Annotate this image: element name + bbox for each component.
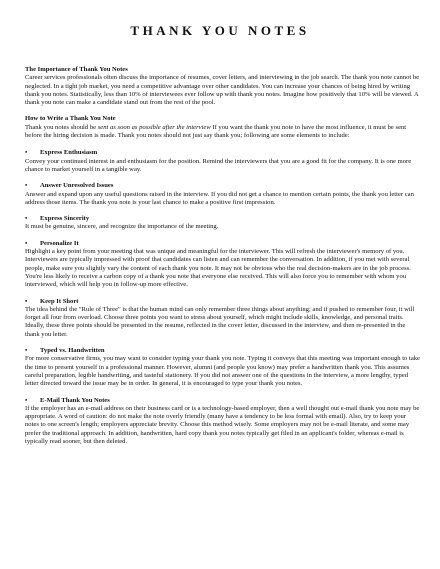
tip-block: [25, 298, 420, 339]
tip-heading: E-Mail Thank You Notes: [40, 396, 110, 404]
bullet-icon: •: [25, 182, 28, 190]
tip-body: The idea behind the "Rule of Three" is that the human mind can only remember three things about anything; and if pushed to remember four, it will forget all four from overload. Choose three points you want to stress about yourself, which might include skills, knowledge, and personal traits. Ideally, these three points should be presented in the resume, reflected in the cover letter, discussed in the interview, and then re-presented in the thank you letter.: [25, 305, 415, 338]
page-title: THANK YOU NOTES: [130, 23, 310, 38]
how-to-text-start: Thank you notes should be: [25, 123, 97, 131]
bullet-icon: •: [25, 297, 28, 305]
tip-body: It must be genuine, sincere, and recognize the importance of the meeting.: [25, 223, 219, 231]
tip-block: [25, 347, 420, 388]
tip-heading: Personalize It: [40, 239, 79, 247]
how-to-paragraph: [25, 124, 420, 141]
document-body: [25, 66, 420, 446]
tip-block: [25, 215, 420, 232]
tip-block: [25, 149, 420, 174]
tip-block: [25, 182, 420, 207]
how-to-heading: How to Write a Thank You Note: [25, 115, 116, 123]
tip-body: If the employer has an e-mail address on their business card or is a technology-based employer, then a well thought out e-mail thank you note may be appropriate. A word of caution: do not make the note overly friendly (many have a tendency to be less formal with email). Also, try to keep your notes to one screen's length; employers appreciate brevity. Choose this method wisely. Some employers may not be e-mail literate, and some may prefer the traditional approach. In addition, handwritten, hard copy thank you notes typically get filed in an applicant's folder, whereas e-mail is typically read sooner, but then deleted.: [25, 404, 420, 445]
bullet-icon: •: [25, 239, 28, 247]
tip-block: [25, 240, 420, 290]
tip-body: Answer and expand upon any useful questions raised in the interview. If you did not get a chance to mention certain points, the thank you letter can address those items. The thank you note is your last chance to make a positive first impression.: [25, 190, 414, 206]
importance-paragraph: Career services professionals often discuss the importance of resumes, cover letters, and interviewing in the job search. The thank you note cannot be neglected. In a tight job market, you need a competitive advantage over other candidates. You can increase your chances of being hired by writing thank you notes. Statistically, less than 10% of interviewees ever follow up with thank you notes. Imagine how positively that 10% will be viewed. A thank you note can make a candidate stand out from the rest of the pool.: [25, 74, 420, 107]
tip-body: Convey your continued interest in and enthusiasm for the position. Remind the interviewers that you are a good fit for the company. It is one more chance to market yourself in a tangible way.: [25, 157, 412, 173]
bullet-icon: •: [25, 215, 28, 223]
bullet-icon: •: [25, 347, 28, 355]
importance-heading: The Importance of Thank You Notes: [25, 66, 128, 73]
how-to-text-end: If you want the thank you note to have the most influence, it must be sent before the hiring decision is made. Thank you notes should not just say thank you; following are some elements to include:: [25, 123, 407, 140]
how-to-emphasis: sent as soon as possible after the interview: [97, 123, 211, 131]
tip-body: Highlight a key point from your meeting that was unique and meaningful for the interviewer. This will refresh the interviewer's memory of you. Interviewers are typically impressed with proof that candidates can listen and can remember the conversation. In addition, if you met with several people, make sure you slightly vary the content of each thank you note. It may not be obvious who the real decision-makers are in the job process. You're less likely to receive a carbon copy of a thank you note that everyone else received. This will also force you to remember with whom you interviewed, which will help you in follow-up more effective.: [25, 248, 411, 289]
tip-block: [25, 397, 420, 447]
tip-heading: Typed vs. Handwritten: [40, 347, 105, 355]
bullet-icon: •: [25, 149, 28, 157]
bullet-icon: •: [25, 396, 28, 404]
tip-heading: Answer Unresolved Issues: [40, 182, 114, 190]
tip-heading: Express Sincerity: [40, 215, 90, 223]
tip-body: For more conservative firms, you may want to consider typing your thank you note. Typing it conveys that this meeting was important enough to take the time to present yourself in a professional manner. However, alumni (and people you know) may prefer a handwritten thank you. This assumes careful preparation, legible handwriting, and tasteful stationery. If you did not answer one of the questions in the interview, a more lengthy, typed letter directed toward the issue may be in order. In general, it is encouraged to type your thank you notes.: [25, 355, 420, 388]
tip-heading: Express Enthusiasm: [40, 149, 98, 157]
tip-heading: Keep It Short: [40, 297, 79, 305]
